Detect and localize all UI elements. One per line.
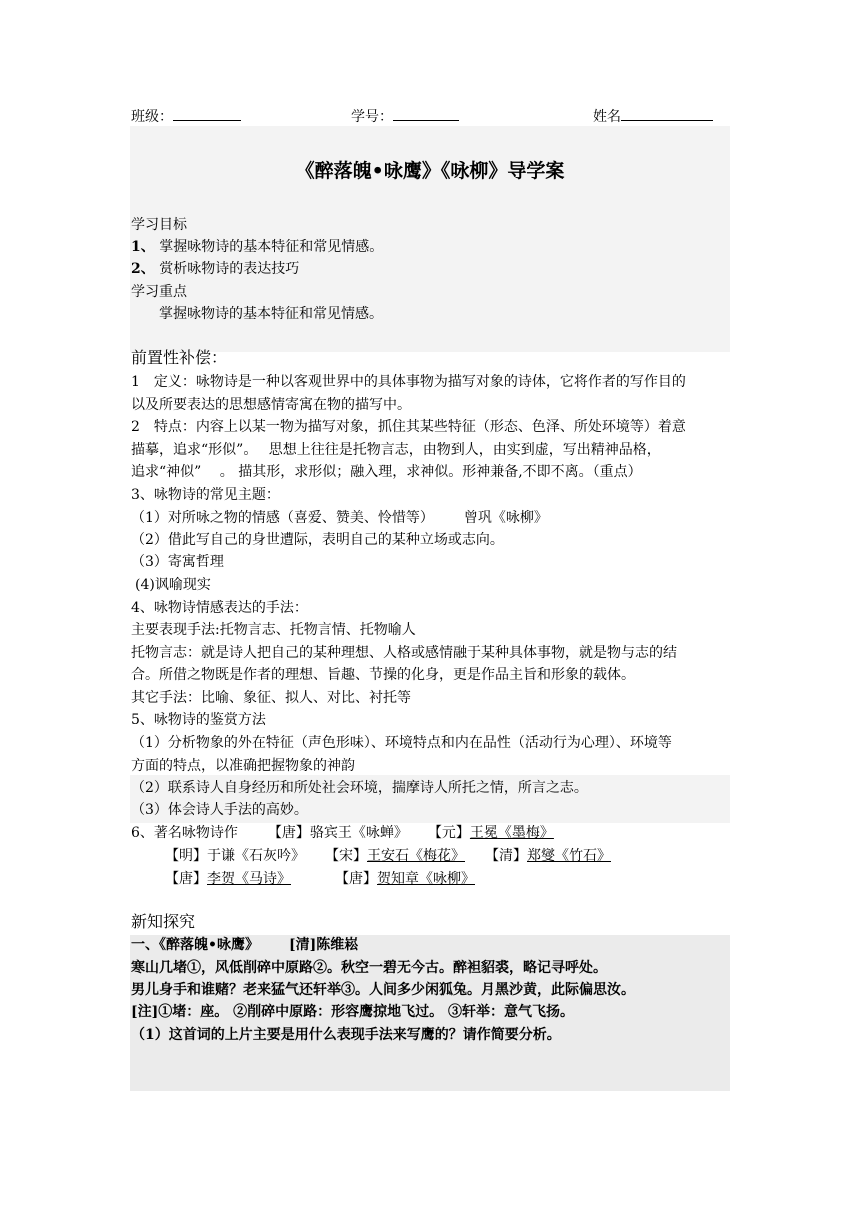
theme-4: (4)讽喻现实 (135, 577, 211, 593)
feature-line-3: 追求“神似” 。 描其形，求形似；融入理，求神似。形神兼备,不即不离。（重点） (131, 464, 642, 480)
goal-2: 2、 赏析咏物诗的表达技巧 (131, 261, 300, 277)
goal-1: 1、 掌握咏物诗的基本特征和常见情感。 (131, 239, 384, 255)
theme-2: （2）借此写自己的身世遭际，表明自己的某种立场或志向。 (131, 532, 504, 548)
theme-1-example: 曾巩《咏柳》 (463, 510, 548, 526)
method-main: 主要表现手法:托物言志、托物言情、托物喻人 (131, 622, 416, 638)
theme-3: （3）寄寓哲理 (131, 554, 224, 570)
class-field (131, 106, 241, 126)
themes-heading: 3、咏物诗的常见主题： (131, 487, 280, 503)
theme-1: （1）对所咏之物的情感（喜爱、赞美、怜惜等） 曾巩《咏柳》 (131, 510, 548, 526)
key-point: 掌握咏物诗的基本特征和常见情感。 (159, 306, 383, 322)
appreciation-2: （2）联系诗人自身经历和所处社会环境，揣摩诗人所托之情，所言之志。 (131, 780, 588, 796)
name-field (593, 106, 713, 126)
class-blank[interactable] (173, 106, 241, 121)
appreciation-3: （3）体会诗人手法的高妙。 (131, 802, 308, 818)
name-label: 姓名 (593, 109, 621, 125)
works-line-3 (131, 869, 475, 889)
question-1: （1）这首词的上片主要是用什么表现手法来写鹰的？请作简要分析。 (131, 1027, 561, 1043)
goals-heading: 学习目标 (131, 217, 187, 233)
key-points-heading: 学习重点 (131, 284, 187, 300)
work-6: 【唐】李贺《马诗》 (165, 871, 291, 887)
works-heading: 6、著名咏物诗作 (131, 825, 238, 841)
appreciation-1: （1）分析物象的外在特征（声色形味）、环境特点和内在品性（活动行为心理）、环境等 (131, 735, 672, 751)
poem-notes: [注]①堵：座。 ②削碎中原路：形容鹰掠地飞过。 ③轩举：意气飞扬。 (131, 1004, 574, 1020)
work-7: 【唐】贺知章《咏柳》 (335, 871, 475, 887)
methods-heading: 4、咏物诗情感表达的手法： (131, 600, 308, 616)
work-5: 【清】郑燮《竹石》 (485, 848, 611, 864)
student-id-blank[interactable] (393, 106, 459, 121)
prep-heading: 前置性补偿： (131, 348, 228, 367)
poem-line-1: 寒山几堵①，风低削碎中原路②。秋空一碧无今古。醉袒貂裘，略记寻呼处。 (131, 960, 607, 976)
work-3: 【明】于谦《石灰吟》 (165, 848, 305, 864)
works-line-1 (131, 823, 554, 843)
poem-author: [清]陈维崧 (288, 937, 359, 953)
student-id-label: 学号： (351, 109, 393, 125)
appreciation-1b: 方面的特点，以准确把握物象的神韵 (131, 758, 355, 774)
method-desc-2: 合。所借之物既是作者的理想、旨趣、节操的化身，更是作品主旨和形象的载体。 (131, 667, 635, 683)
poem-line-2: 男儿身手和谁赌？老来猛气还轩举③。人间多少闲狐兔。月黑沙黄，此际偏思汝。 (131, 982, 635, 998)
poem-title: 一、《醉落魄•咏鹰》 [清]陈维崧 (131, 937, 359, 953)
method-other: 其它手法：比喻、象征、拟人、对比、衬托等 (131, 690, 411, 706)
class-label: 班级： (131, 109, 173, 125)
definition-line-2: 以及所要表达的思想感情寄寓在物的描写中。 (131, 397, 411, 413)
appreciation-heading: 5、咏物诗的鉴赏方法 (131, 712, 266, 728)
new-knowledge-heading: 新知探究 (131, 912, 196, 931)
student-id-field (351, 106, 459, 126)
header-row (0, 106, 860, 126)
feature-line-1: 2 特点：内容上以某一物为描写对象，抓住其某些特征（形态、色泽、所处环境等）着意 (131, 419, 686, 435)
method-desc-1: 托物言志：就是诗人把自己的某种理想、人格或感情融于某种具体事物，就是物与志的结 (131, 645, 677, 661)
works-line-2 (131, 846, 611, 866)
definition-line-1: 1 定义：咏物诗是一种以客观世界中的具体事物为描写对象的诗体，它将作者的写作目的 (131, 374, 686, 390)
name-blank[interactable] (621, 106, 713, 121)
work-4: 【宋】王安石《梅花》 (325, 848, 465, 864)
page-title: 《醉落魄•咏鹰》《咏柳》导学案 (295, 160, 565, 182)
work-1: 【唐】骆宾王《咏蝉》 (267, 825, 408, 841)
feature-line-2: 描摹，追求“形似”。 思想上往往是托物言志，由物到人，由实到虚，写出精神品格， (131, 442, 661, 458)
work-2: 【元】王冕《墨梅》 (427, 825, 554, 841)
